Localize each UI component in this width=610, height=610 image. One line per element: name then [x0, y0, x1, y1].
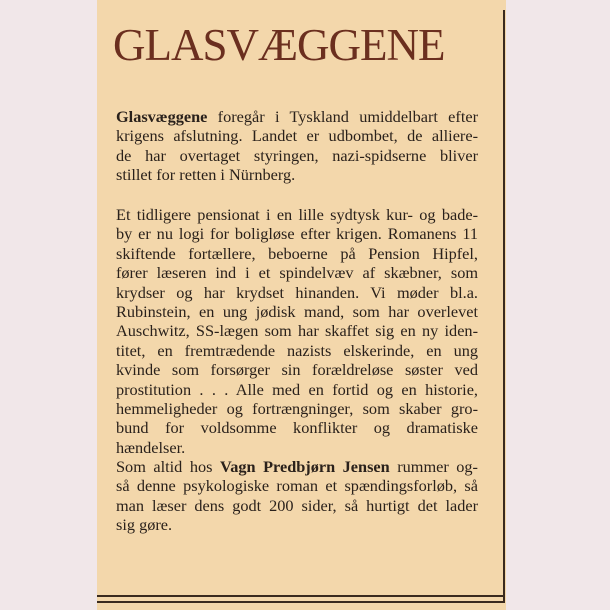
- text-line: Auschwitz, SS-lægen som har skaffet sig en ny iden-: [116, 321, 478, 341]
- text-segment: Som altid hos: [116, 457, 220, 477]
- text-line: titet, en fremtrædende nazists elskerinde, en ung: [116, 340, 478, 360]
- text-line: Et tidligere pensionat i en lille sydtysk kur- og bade-: [116, 205, 478, 224]
- text-line: stillet for retten i Nürnberg.: [116, 165, 296, 185]
- text-line: kvinde som forsørger sin forældreløse søster ved: [116, 360, 478, 380]
- text-line: de har overtaget styringen, nazi-spidserne bliver: [116, 145, 478, 165]
- text-line: hemmeligheder og fortrængninger, som skaber gro-: [116, 398, 478, 418]
- vertical-border-rule: [503, 10, 505, 602]
- bottom-border-rule-2: [97, 601, 505, 603]
- text-line: Rubinstein, en ung jødisk mand, som har overlevet: [116, 301, 478, 321]
- blurb-paragraph-2: [116, 205, 478, 535]
- text-line: bund for voldsomme konflikter og dramatiske: [116, 418, 478, 438]
- book-title-inline: Glasvæggene: [116, 107, 208, 126]
- text-segment: foregår i Tyskland umiddelbart efter: [207, 107, 478, 126]
- text-line: krydser og har krydset hinanden. Vi møder bl.a.: [116, 282, 478, 302]
- blurb-paragraph-1: [116, 107, 478, 185]
- text-line: sig gøre.: [116, 515, 173, 535]
- text-line: by er nu logi for boligløse efter krigen. Romanens 11: [116, 224, 478, 244]
- text-line: så denne psykologiske roman et spændingsforløb, så: [116, 476, 478, 496]
- text-line: [116, 457, 478, 476]
- bottom-border-rule: [97, 595, 505, 597]
- text-line: hændelser.: [116, 437, 186, 457]
- text-line: [116, 107, 478, 126]
- text-segment: rummer og-: [389, 457, 478, 477]
- text-line: krigens afslutning. Landet er udbombet, de alliere-: [116, 126, 478, 146]
- book-title: GLASVÆGGENE: [113, 20, 445, 70]
- text-line: fører læseren ind i et spindelvæv af skæbner, som: [116, 263, 478, 283]
- author-name: Vagn Predbjørn Jensen: [219, 457, 390, 477]
- text-line: prostitution . . . Alle med en fortid og en historie,: [116, 379, 478, 399]
- text-line: skiftende fortællere, beboerne på Pension Hipfel,: [116, 243, 478, 263]
- text-line: man læser dens godt 200 sider, så hurtigt det lader: [116, 495, 478, 515]
